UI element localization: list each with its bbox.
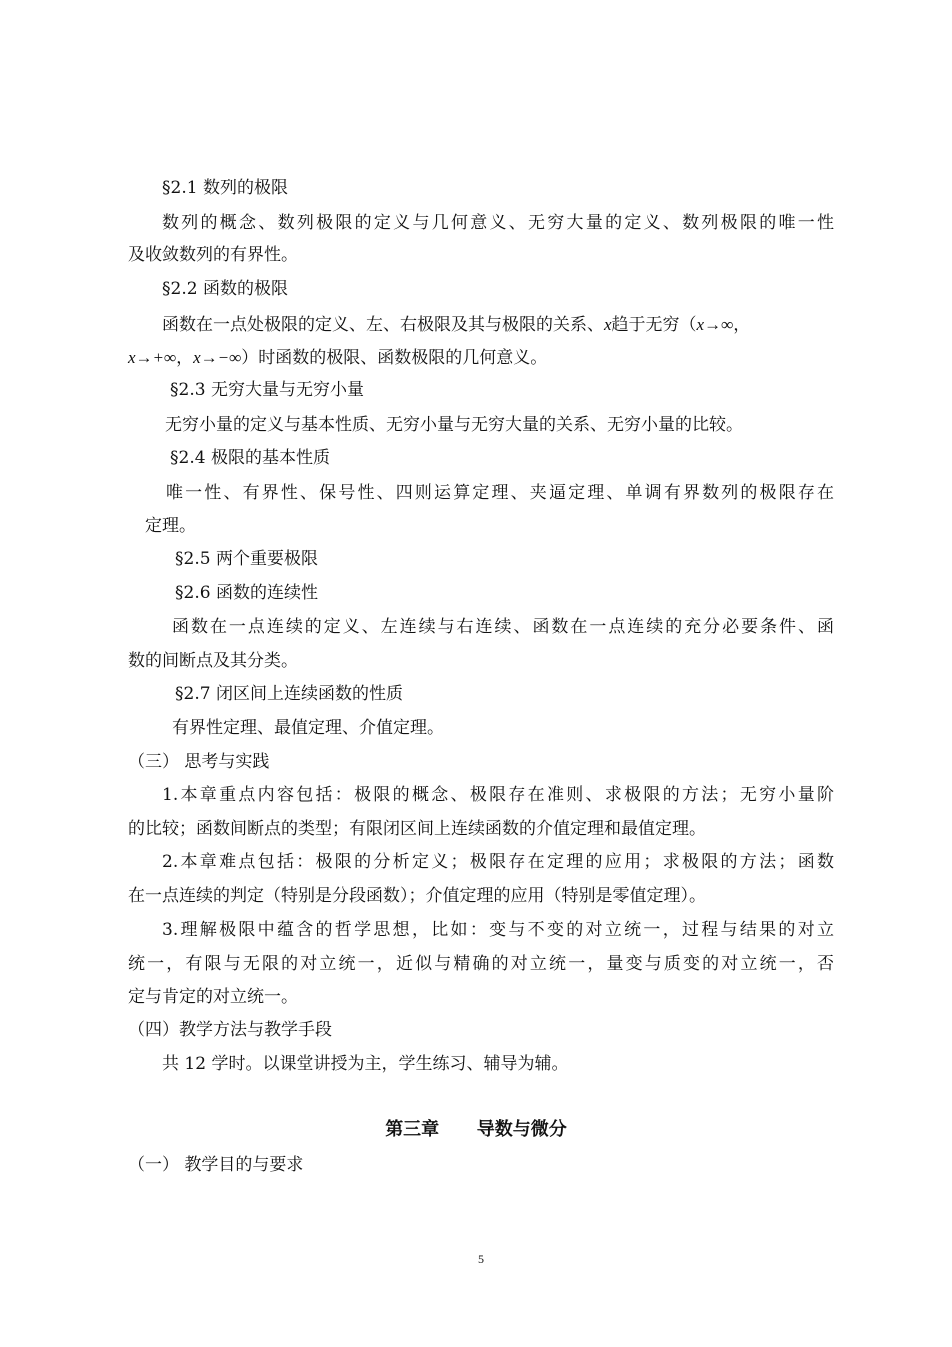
paragraph-line: 及收敛数列的有界性。 [128, 245, 298, 265]
chapter-title: 第三章 导数与微分 [385, 1119, 567, 1140]
page-number: 5 [478, 1252, 484, 1266]
subsection-heading-3: （三） 思考与实践 [128, 752, 270, 772]
math-expression: x→∞ [696, 315, 734, 334]
paragraph-line: 共 12 学时。以课堂讲授为主，学生练习、辅导为辅。 [162, 1054, 569, 1074]
section-heading-2-5: §2.5 两个重要极限 [175, 549, 318, 569]
paragraph-line: 有界性定理、最值定理、介值定理。 [172, 718, 444, 738]
text-run: ， [733, 315, 751, 335]
paragraph-line: 函数在一点连续的定义、左连续与右连续、函数在一点连续的充分必要条件、函 [172, 617, 834, 637]
text-run: 函数在一点处极限的定义、左、右极限及其与极限的关系、 [162, 315, 604, 335]
paragraph-line: 定与肯定的对立统一。 [128, 987, 298, 1007]
paragraph-line: 2.本章难点包括：极限的分析定义；极限存在定理的应用；求极限的方法；函数 [162, 852, 834, 872]
section-heading-2-1: §2.1 数列的极限 [162, 178, 288, 198]
paragraph-line: 统一，有限与无限的对立统一，近似与精确的对立统一，量变与质变的对立统一，否 [128, 954, 834, 974]
section-heading-2-7: §2.7 闭区间上连续函数的性质 [175, 684, 403, 704]
subsection-heading-1: （一） 教学目的与要求 [128, 1155, 304, 1175]
paragraph-line: 无穷小量的定义与基本性质、无穷小量与无穷大量的关系、无穷小量的比较。 [165, 415, 743, 435]
paragraph-line: 定理。 [145, 516, 196, 536]
paragraph-line: 的比较；函数间断点的类型；有限闭区间上连续函数的介值定理和最值定理。 [128, 819, 706, 839]
math-variable: x [604, 315, 612, 334]
subsection-heading-4: （四）教学方法与教学手段 [128, 1020, 332, 1040]
paragraph-line [162, 313, 750, 337]
paragraph-line: 唯一性、有界性、保号性、四则运算定理、夹逼定理、单调有界数列的极限存在 [166, 483, 834, 503]
section-heading-2-6: §2.6 函数的连续性 [175, 583, 318, 603]
paragraph-line: 数的间断点及其分类。 [128, 651, 298, 671]
paragraph-line: 在一点连续的判定（特别是分段函数）；介值定理的应用（特别是零值定理）。 [128, 886, 706, 906]
text-run: ）时函数的极限、函数极限的几何意义。 [241, 348, 548, 368]
math-expression: x→−∞ [193, 348, 242, 367]
paragraph-line [128, 346, 547, 370]
paragraph-line: 3.理解极限中蕴含的哲学思想，比如：变与不变的对立统一，过程与结果的对立 [162, 920, 834, 940]
section-heading-2-3: §2.3 无穷大量与无穷小量 [170, 380, 364, 400]
section-heading-2-2: §2.2 函数的极限 [162, 279, 288, 299]
text-run: 趋于无穷（ [611, 315, 697, 335]
paragraph-line: 数列的概念、数列极限的定义与几何意义、无穷大量的定义、数列极限的唯一性 [162, 213, 834, 233]
text-run: ， [176, 348, 194, 368]
math-expression: x→+∞ [128, 348, 177, 367]
paragraph-line: 1.本章重点内容包括：极限的概念、极限存在准则、求极限的方法；无穷小量阶 [162, 785, 834, 805]
section-heading-2-4: §2.4 极限的基本性质 [170, 448, 330, 468]
